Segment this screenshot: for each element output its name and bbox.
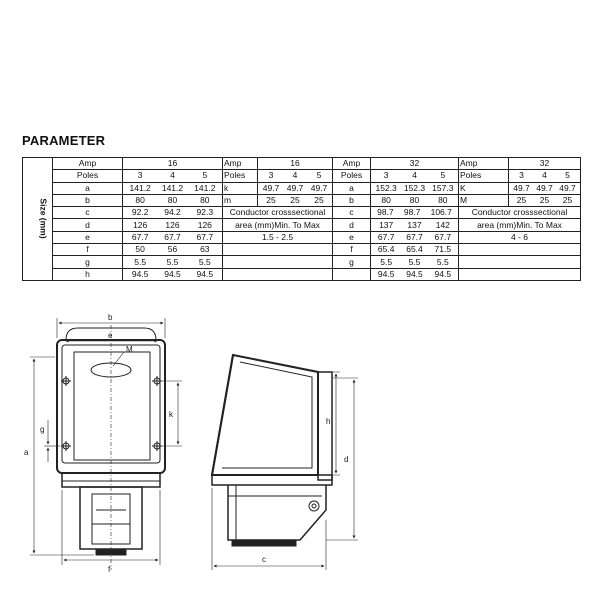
param-value: 67.7: [434, 231, 452, 242]
param-value: 3: [383, 170, 389, 181]
param-value: 67.7: [377, 231, 395, 242]
param-value: 80: [167, 195, 178, 206]
dim-label-c: c: [262, 555, 266, 564]
param-value: 16: [290, 158, 300, 169]
param-key-cell: f: [53, 244, 123, 256]
merged-note-cell: Conductor crosssectional: [223, 207, 333, 219]
dim-label-f: f: [108, 565, 111, 574]
dim-label-d: d: [344, 455, 349, 464]
param-value: 5.5: [166, 256, 179, 267]
param-value: 80: [135, 195, 145, 206]
dim-label-m: M: [126, 345, 133, 354]
param-key-cell: b: [53, 194, 123, 206]
param-value: 67.7: [164, 231, 181, 242]
param-key-cell: Amp: [53, 158, 123, 170]
param-value: 25: [562, 195, 573, 206]
screw-holes: [61, 376, 162, 451]
param-value: 141.2: [161, 182, 184, 193]
front-view: [30, 318, 182, 570]
param-value: 80: [200, 195, 210, 206]
param-key-cell: d: [333, 219, 371, 231]
param-key-cell: Amp: [333, 158, 371, 170]
param-value: 126: [197, 219, 212, 230]
param-value: 5.5: [436, 256, 449, 267]
param-value: 49.7: [536, 182, 553, 193]
param-value: 49.7: [310, 182, 328, 193]
param-value: 80: [409, 195, 420, 206]
param-key-cell: a: [53, 182, 123, 194]
param-key-cell: Amp: [459, 158, 509, 170]
param-value: 5.5: [198, 256, 211, 267]
param-value: 3: [519, 170, 524, 181]
param-value: 4: [542, 170, 547, 181]
param-value: 25: [539, 195, 550, 206]
param-value: 71.5: [434, 244, 452, 255]
param-value: 4: [412, 170, 417, 181]
param-value: 25: [266, 195, 276, 206]
param-value: 16: [167, 158, 178, 169]
param-key-cell: h: [53, 268, 123, 280]
param-value: 25: [314, 195, 324, 206]
param-value: 50: [135, 244, 145, 255]
param-key-cell: d: [53, 219, 123, 231]
param-key-cell: K: [459, 182, 509, 194]
param-value: 5.5: [380, 256, 393, 267]
merged-note-cell: area (mm)Min. To Max: [223, 219, 333, 231]
param-key-cell: Poles: [223, 170, 258, 182]
param-value: 80: [438, 195, 448, 206]
param-value: 32: [539, 158, 550, 169]
size-label: Size (mm): [38, 198, 49, 240]
param-value: 126: [165, 219, 180, 230]
param-value: 3: [137, 170, 143, 181]
param-key-cell: Poles: [459, 170, 509, 182]
dim-label-k: k: [169, 410, 173, 419]
param-value: 32: [409, 158, 420, 169]
param-key-cell: e: [333, 231, 371, 243]
param-key-cell: k: [223, 182, 258, 194]
param-value: 67.7: [406, 231, 423, 242]
param-key-cell: c: [53, 207, 123, 219]
param-value: 92.2: [131, 207, 149, 218]
param-value: 152.3: [403, 182, 426, 193]
param-value: 92.3: [196, 207, 214, 218]
param-key-cell: c: [333, 207, 371, 219]
param-key-cell: Poles: [333, 170, 371, 182]
param-key-cell: b: [333, 194, 371, 206]
dim-label-b: b: [108, 313, 113, 322]
param-value: 4: [170, 170, 175, 181]
param-value: 94.5: [377, 268, 395, 279]
param-value: 67.7: [196, 231, 214, 242]
param-value: 142: [435, 219, 450, 230]
merged-note-cell: 1.5 - 2.5: [223, 231, 333, 243]
param-key-cell: M: [459, 194, 509, 206]
param-key-cell: e: [53, 231, 123, 243]
dim-label-e: e: [108, 331, 113, 340]
merged-note-cell: area (mm)Min. To Max: [459, 219, 581, 231]
param-value: 152.3: [375, 182, 397, 193]
param-value: 137: [407, 219, 422, 230]
param-key-cell: Poles: [53, 170, 123, 182]
param-value: 141.2: [194, 182, 216, 193]
param-value: 157.3: [432, 182, 454, 193]
param-value: 65.4: [406, 244, 423, 255]
param-value: 49.7: [559, 182, 576, 193]
merged-note-cell: 4 - 6: [459, 231, 581, 243]
param-value: 94.5: [406, 268, 423, 279]
param-key-cell: g: [53, 256, 123, 268]
param-key-cell: Amp: [223, 158, 258, 170]
param-value: 5.5: [408, 256, 421, 267]
param-value: 65.4: [377, 244, 395, 255]
param-value: 25: [516, 195, 527, 206]
param-value: 49.7: [513, 182, 530, 193]
param-value: 67.7: [131, 231, 149, 242]
param-value: 5: [202, 170, 208, 181]
param-value: 94.5: [434, 268, 452, 279]
param-value: 137: [379, 219, 394, 230]
merged-note-cell: Conductor crosssectional: [459, 207, 581, 219]
page-title: PARAMETER: [22, 133, 106, 148]
param-value: 63: [200, 244, 210, 255]
param-key-cell: g: [333, 256, 371, 268]
param-key-cell: a: [333, 182, 371, 194]
param-value: 5: [440, 170, 446, 181]
param-value: 4: [292, 170, 298, 181]
param-value: 80: [381, 195, 391, 206]
dim-label-g: g: [40, 425, 45, 434]
param-value: 94.5: [164, 268, 181, 279]
param-value: 106.7: [430, 207, 452, 218]
param-value: 126: [133, 219, 148, 230]
param-value: 98.7: [403, 207, 421, 218]
param-value: 3: [268, 170, 274, 181]
param-key-cell: f: [333, 244, 371, 256]
dim-label-a: a: [24, 448, 29, 457]
param-value: 98.7: [377, 207, 394, 218]
param-value: 5: [316, 170, 322, 181]
side-view: [212, 355, 358, 570]
param-value: 49.7: [286, 182, 304, 193]
dim-label-h: h: [326, 417, 331, 426]
param-value: 141.2: [129, 182, 151, 193]
param-value: 56: [167, 244, 178, 255]
param-value: 94.5: [196, 268, 214, 279]
param-value: 5.5: [134, 256, 147, 267]
param-value: 25: [290, 195, 300, 206]
param-value: 49.7: [262, 182, 280, 193]
param-value: 94.2: [164, 207, 181, 218]
param-value: 94.5: [131, 268, 149, 279]
param-key-cell: m: [223, 194, 258, 206]
param-value: 5: [565, 170, 570, 181]
